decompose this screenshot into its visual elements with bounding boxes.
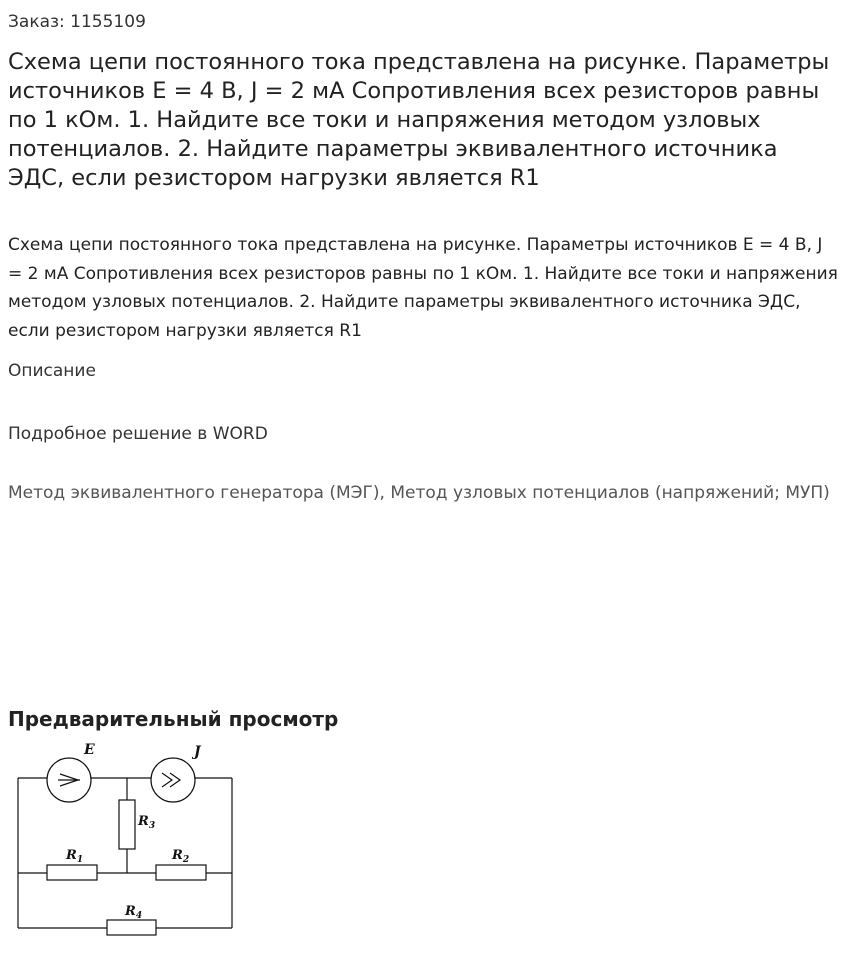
resistor-r2 xyxy=(156,865,206,880)
description-text: Схема цепи постоянного тока представлена на рисунке. Параметры источников E = 4 В, J = 2 мА Сопротивления всех резисторов равны по 1 кОм. 1. Найдите все токи и напряжения методом узловых потенциалов. 2. Найдите параметры эквивалентного источника ЭДС, если резистором нагрузки является R1 xyxy=(8,235,838,342)
label-r1: $R_1$ xyxy=(66,848,84,865)
method-tag-meg[interactable]: Метод эквивалентного генератора (МЭГ) xyxy=(8,483,380,503)
label-r2: $R_2$ xyxy=(172,848,190,865)
label-j: J xyxy=(194,744,201,760)
method-tags xyxy=(8,479,838,508)
resistor-r1 xyxy=(47,865,97,880)
resistor-r3 xyxy=(119,800,135,849)
method-tag-mup[interactable]: Метод узловых потенциалов (напряжений; МУП) xyxy=(390,483,830,503)
solution-format: Подробное решение в WORD xyxy=(8,424,268,444)
circuit-diagram xyxy=(8,738,240,944)
resistor-r4 xyxy=(107,920,156,935)
method-separator: , xyxy=(379,483,391,503)
voltage-source-e xyxy=(47,758,91,802)
label-r3: $R_3$ xyxy=(138,814,156,831)
page-title: Схема цепи постоянного тока представлена на рисунке. Параметры источников E = 4 В, J = 2 мА Сопротивления всех резисторов равны по 1 кОм. 1. Найдите все токи и напряжения методом узловых потенциалов. 2. Найдите параметры эквивалентного источника ЭДС, если резистором нагрузки является R1 xyxy=(8,49,830,191)
label-e: E xyxy=(84,742,95,758)
label-r4: $R_4$ xyxy=(125,904,143,921)
current-source-j xyxy=(151,758,195,802)
description-heading: Описание xyxy=(8,361,96,381)
preview-heading: Предварительный просмотр xyxy=(8,707,339,731)
order-number: Заказ: 1155109 xyxy=(8,12,146,32)
